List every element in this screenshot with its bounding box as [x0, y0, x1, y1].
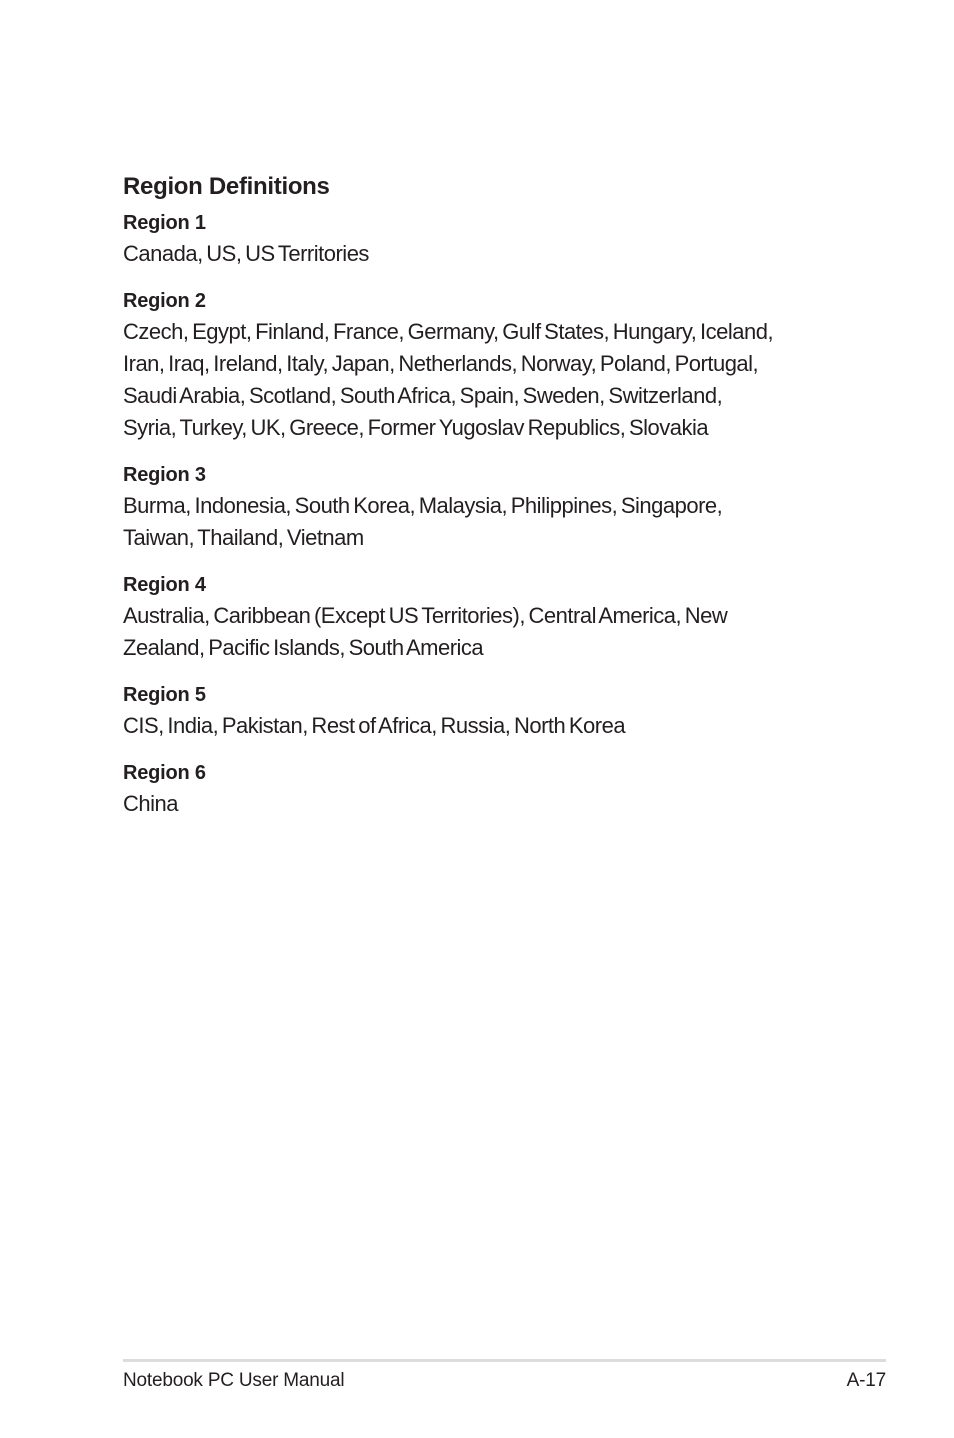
region-countries-line: Syria, Turkey, UK, Greece, Former Yugoslav Republics, Slovakia: [123, 415, 709, 440]
footer-manual-title: Notebook PC User Manual: [123, 1370, 345, 1391]
region-countries-line: Iran, Iraq, Ireland, Italy, Japan, Netherlands, Norway, Poland, Portugal,: [123, 351, 759, 376]
region-5: [123, 680, 843, 742]
region-countries-line: Australia, Caribbean (Except US Territories), Central America, New: [123, 603, 728, 628]
region-heading: Region 6: [123, 762, 206, 784]
region-countries-line: Burma, Indonesia, South Korea, Malaysia, Philippines, Singapore,: [123, 493, 723, 518]
region-countries-line: Saudi Arabia, Scotland, South Africa, Spain, Sweden, Switzerland,: [123, 383, 723, 408]
region-countries-line: Taiwan, Thailand, Vietnam: [123, 525, 364, 550]
region-countries: [123, 788, 843, 820]
footer-page-number: A-17: [846, 1370, 886, 1391]
region-heading: Region 5: [123, 684, 206, 706]
section-title: Region Definitions: [123, 173, 330, 200]
region-countries-line: Zealand, Pacific Islands, South America: [123, 635, 484, 660]
region-countries-line: Czech, Egypt, Finland, France, Germany, Gulf States, Hungary, Iceland,: [123, 319, 774, 344]
region-countries-line: CIS, India, Pakistan, Rest of Africa, Russia, North Korea: [123, 713, 626, 738]
page-content: [123, 170, 843, 836]
region-2: [123, 286, 843, 444]
region-heading: Region 1: [123, 212, 206, 234]
region-countries: [123, 238, 843, 270]
region-4: [123, 570, 843, 664]
region-3: [123, 460, 843, 554]
region-countries-line: China: [123, 791, 178, 816]
region-countries: [123, 600, 843, 664]
region-1: [123, 208, 843, 270]
region-heading: Region 3: [123, 464, 206, 486]
region-6: [123, 758, 843, 820]
page-footer: [123, 1368, 886, 1394]
region-countries-line: Canada, US, US Territories: [123, 241, 369, 266]
region-heading: Region 4: [123, 574, 206, 596]
region-countries: [123, 710, 843, 742]
region-heading: Region 2: [123, 290, 206, 312]
region-countries: [123, 316, 843, 444]
footer-divider: [123, 1359, 886, 1362]
region-countries: [123, 490, 843, 554]
